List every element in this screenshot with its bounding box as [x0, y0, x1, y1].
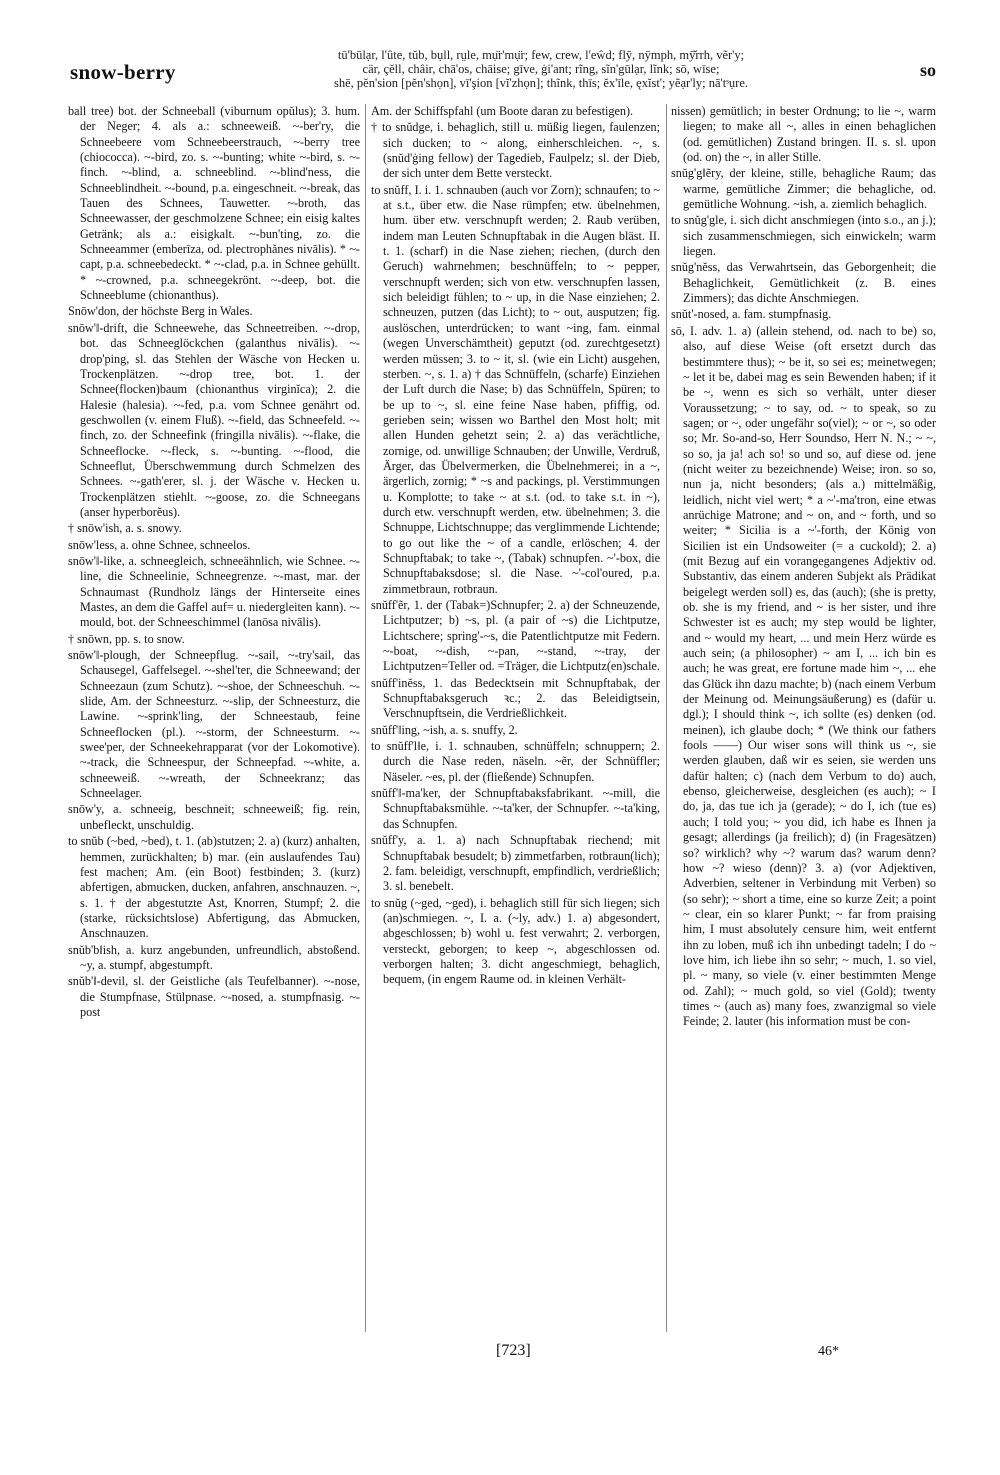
- dictionary-entry: † snōw'ish, a. s. snowy.: [68, 521, 182, 536]
- signature-mark: 46*: [818, 1344, 839, 1359]
- dictionary-entry: snōw'‖-like, a. schneegleich, schneeähnlich, wie Schnee. ~-line, die Schneelinie, Schneegrenze. ~-mast, mar. der Schnaumast (Rundholz längs der Hinterseite eines Mastes, an dem die Gaffel auf= u. niedergleiten kann). ~-mould, bot. der Schneeschimmel (lanōsa nivālis).: [68, 553, 360, 630]
- pronunciation-key-line: tū'būlạr, l'ûte, tŭb, bụll, rṳle, mụ̈r'mụ̈r; few, crew, l'eŵd; flȳ, nȳmph, mȳ̆rrh, vẽr'y;: [337, 48, 745, 62]
- column-divider: [365, 104, 366, 1332]
- guide-word-right: so: [919, 60, 936, 80]
- dictionary-entry: snŭff'ẽr, 1. der (Tabak=)Schnupfer; 2. a) der Schneuzende, Lichtputzer; b) ~s, pl. (a pair of ~s) die Lichtputze, Lichtschere; spring'-~s, die Patentlichtputze mit Federn. ~-boat, ~-dish, ~-pan, ~-stand, ~-tray, der Lichtputzen=Teller od. =Träger, die Lichtputz(en)schale.: [371, 598, 660, 674]
- dictionary-entry: Snōw'don, der höchste Berg in Wales.: [68, 304, 253, 319]
- column-left: [68, 104, 360, 1021]
- dictionary-entry: snŭb'‖-devil, sl. der Geistliche (als Teufelbanner). ~-nose, die Stumpfnase, Stülpnase. ~-nosed, a. stumpfnasig. ~-post: [68, 974, 360, 1019]
- guide-word-left: snow-berry: [70, 60, 176, 84]
- dictionary-entry: snŭff'‖ing, ~ish, a. s. snuffy, 2.: [371, 722, 518, 737]
- dictionary-entry: snŭff'‖-ma'ker, der Schnupftabaksfabrikant. ~-mill, die Schnupftabaksmühle. ~-ta'ker, der Schnupfer. ~-ta'king, das Schnupfen.: [371, 786, 660, 831]
- dictionary-entry: snŭff'inĕss, 1. das Bedecktsein mit Schnupftabak, der Schnupftabaksgeruch ꝛc.; 2. das Beleidigtsein, Verschnupftsein, die Verdrießlichkeit.: [371, 675, 660, 721]
- dictionary-entry: nissen) gemütlich; in bester Ordnung; to lie ~, warm liegen; to make all ~, alles in einen behaglichen (od. gemütlichen) Zustand bringen. II. s. sl. upon (od. on) the ~, in aller Stille.: [671, 104, 936, 165]
- page-number: [723]: [496, 1342, 531, 1359]
- dictionary-entry: snŭg'nĕss, das Verwahrtsein, das Geborgenheit; die Behaglichkeit, Gemütlichkeit (z. B. eines Zimmers); das dichte Anschmiegen.: [671, 260, 936, 306]
- dictionary-entry: to snŭg (~ged, ~ged), i. behaglich still für sich liegen; sich (an)schmiegen. ~, I. a. (~ly, adv.) 1. a) abgesondert, abgeschlossen; b) wohl u. fest verwahrt; 2. verborgen, versteckt, geborgen; to keep ~, abgeschlossen od. verborgen halten; 3. dicht angeschmiegt, behaglich, bequem, (in engem Raume od. in kleinen Verhält-: [371, 895, 660, 987]
- dictionary-entry: † snōwn, pp. s. to snow.: [68, 631, 185, 646]
- column-middle: [371, 104, 660, 989]
- dictionary-entry: snŭff'y, a. 1. a) nach Schnupftabak riechend; mit Schnupftabak besudelt; b) zimmetfarben, rotbraun(lich); 2. fam. beleidigt, verschnupft, empfindlich, verdrießlich; 3. sl. benebelt.: [371, 833, 660, 894]
- pronunciation-key-line: shē, pĕn'sion [pĕn'shọn], vī'şion [vĭ'zhọn]; thĩnk, thīs; ĕx'īle, ęxĭst'; yẽạr'ly; nā'tˢụre.: [333, 76, 748, 90]
- dictionary-entry: ball tree) bot. der Schneeball (viburnum opŭlus); 3. hum. der Neger; 4. als a.: schneeweiß. ~-ber'ry, die Schneebeere vom Schneebeerstrauch, ~-berry tree (chiococca). ~-bird, zo. s. ~-bunting; white ~-bird, s. ~-finch. ~-blind, a. schneeblind. ~-blind'ness, die Schneeblindheit. ~-bound, p.a. eingeschneit. ~-break, das Tauen des Schnees, Tauwetter. ~-broth, das Schneewasser, der geschmolzene Schnee; ein eisig kaltes Getränk; als a.: eisigkalt. ~-bun'ting, zo. die Schneeammer (emberīza, od. plectrophănes nivālis). * ~-capt, p.a. schneebedeckt. * ~-clad, p.a. in Schnee gehüllt. * ~-crowned, p.a. schneegekrönt. ~-deep, bot. die Schneeblume (chionanthus).: [68, 104, 360, 303]
- column-right: [671, 104, 936, 1031]
- dictionary-entry: snŭt'-nosed, a. fam. stumpfnasig.: [671, 307, 832, 322]
- column-divider: [666, 104, 667, 1332]
- dictionary-entry: to snŭg'gle, i. sich dicht anschmiegen (into s.o., an j.); sich zusammenschmiegen, sich einwickeln; warm liegen.: [671, 213, 936, 259]
- pronunciation-key-line: cär, çĕll, châir, chā'os, chāise; gīve, ġi'ant; rĩng, sĩn'gūlạr, lĩnk; sō, wīse;: [362, 62, 720, 76]
- dictionary-entry: Am. der Schiffspfahl (um Boote daran zu befestigen).: [371, 104, 634, 118]
- dictionary-entry: to snŭff'l‖e, i. 1. schnauben, schnüffeln; schnuppern; 2. durch die Nase reden, näseln. ~ẽr, der Schnüffler; Näseler. ~es, pl. der (fließende) Schnupfen.: [371, 739, 660, 784]
- dictionary-entry: snōw'less, a. ohne Schnee, schneelos.: [68, 537, 251, 552]
- dictionary-entry: snōw'‖-drift, die Schneewehe, das Schneetreiben. ~-drop, bot. das Schneeglöckchen (galanthus nivālis). ~-drop'ping, sl. das Stehlen der Wäsche von Hecken u. Trockenplätzen. ~-drop tree, bot. 1. der Schnee(flocken)baum (chionanthus virginĭca); 2. die Halesie (halesia). ~-fed, p.a. vom Schnee genährt od. geschwollen (v. einem Fluß). ~-field, das Schneefeld. ~-finch, zo. der Schneefink (fringilla nivālis). ~-flake, die Schneeflocke. ~-fleck, s. ~-bunting. ~-flood, die Schneeflut, Überschwemmung durch Schmelzen des Schnees. ~-gath'erer, sl. j. der Wäsche v. Hecken u. Trockenplätzen stiehlt. ~-goose, zo. die Schneegans (anser hyperborĕus).: [68, 320, 360, 519]
- page-header: [70, 48, 936, 90]
- dictionary-entry: snŭg'g‖ẽry, der kleine, stille, behagliche Raum; das warme, gemütliche Zimmer; die behagliche, od. gemütliche Wohnung. ~ish, a. ziemlich behaglich.: [671, 166, 936, 212]
- dictionary-entry: to snŭff, I. i. 1. schnauben (auch vor Zorn); schnaufen; to ~ at s.t., über etw. die Nase rümpfen; etw. übelnehmen, hum. über etw. verschnupft werden; 2. Raub verüben, indem man Leuten Schnupftabak in die Augen bläst. II. t. 1. (scharf) in die Nase ziehen; riechen, (durch den Geruch) wahrnehmen; beschnüffeln; to ~ pepper, verschnupft werden; sich von etw. verschnupfen lassen, sich beleidigt fühlen; to ~ up, in die Nase einziehen; 2. schneuzen, putzen (das Licht); to ~ out, ausputzen; fig. auslöschen, unterdrücken; to want ~ing, fam. einmal (wegen Unverschämtheit) geputzt (od. zurechtgesetzt) werden müssen; 3. to ~ it, sl. (wie ein Licht) ausgehen, sterben. ~, s. 1. a) † das Schnüffeln, (scharfe) Einziehen der Luft durch die Nase; b) das Schnüffeln, Spüren; to be up to ~, sl. eine feine Nase haben, pfiffig, od. gerieben sein; wissen wo Barthel den Most holt; mit allen Hunden gehetzt sein; 2. a) das verächtliche, zornige, od. unwillige Schnauben; der Unwille, Verdruß, Ärger, das Übelvermerken, die Übelnehmerei; in a ~, ärgerlich, zornig; * ~s and packings, pl. Verstimmungen u. Komplotte; to take ~ at s.t. (od. to take s.t. in ~), durch etw. verschnupft werden, etw. übelnehmen; 3. die Schnuppe, Lichtschnuppe; das verglimmende Lichtende; to go out like the ~ of a candle, erlöschen; 4. der Schnupftabak; to take ~, (Tabak) schnupfen. ~'-box, die Schnupftabaksdose; sl. die Nase. ~'-col'oured, p.a. zimmetbraun, rotbraun.: [371, 182, 660, 596]
- dictionary-entry: snōw'‖-plough, der Schneepflug. ~-sail, ~-try'sail, das Schausegel, Gaffelsegel. ~-shel'ter, die Schneewand; der Schneezaun (zum Schutz). ~-shoe, der Schneeschuh. ~-slide, Am. der Schneesturz. ~-slip, der Schneesturz, die Lawine. ~-sprink'ling, der Schneestaub, feine Schneeflocken (pl.). ~-storm, der Schneesturm. ~-swee'per, der Schneekehrapparat (vor der Lokomotive). ~-track, die Schneespur, der Schneepfad. ~-white, a. schneeweiß. ~-wreath, der Schneekranz; das Schneelager.: [68, 648, 360, 801]
- dictionary-entry: snōw'y, a. schneeig, beschneit; schneeweiß; fig. rein, unbefleckt, unschuldig.: [68, 802, 360, 832]
- pronunciation-key: [230, 48, 852, 90]
- dictionary-entry: sō, I. adv. 1. a) (allein stehend, od. nach to be) so, also, auf diese Weise (oft ersetzt durch das bestimmtere thus); ~ be it, so sei es; meinetwegen; ~ let it be, dabei mag es sein Bewenden haben; if it be ~, wenn es sich so verhält, unter dieser Voraussetzung; ~ to say, od. ~ to speak, so zu sagen; or ~, oder ungefähr so(viel); ~ or ~, so oder so; Mr. So-and-so, Herr Soundso, Herr N. N.; ~ ~, so so, ja ja! ach so! so und so, auf diese od. jene (nicht weiter zu bezeichnende) Weise; iron. so so, nun ja, nicht besonders; (als a.) mittelmäßig, leidlich, nicht viel wert; * a ~'-ma'tron, eine etwas anrüchige Matrone; and ~ on, and ~ forth, und so weiter; * Sicilia is a ~'-forth, der König von Sicilien ist ein Undsoweiter (= a cuckold); 2. a) (mit Bezug auf ein vorangegangenes Adjektiv od. Substantiv, das einem anderen Subjekt als Prädikat beigelegt werden soll) es, das (auch); (she is pretty, ob. she is my friend, and ~ is her sister, und ihre Schwester ist es auch; my step would be lighter, and ~ would my heart, ... und mein Herz würde es auch sein; (a philosopher) ~ am I, ... ich bin es auch; he was great, ere fortune made him ~, ... ehe das Glück ihn dazu machte; b) (nach einem Verbum der Meinung od. Meinungsäußerung) es (dafür u. dgl.); I should think ~, ich sollte (es) denken (od. meinen), ich glaube doch; * (We think our fathers fools ——) Our wiser sons will think us ~, sie werden glauben, daß wir es seien, sie werden uns dafür halten; c) (nach dem Verbum to do) auch, ebenso, gleicherweise, desgleichen (es auch); ~ I do, ja, das tue ich ja (gerade); ~ do I, ich (tue es) auch; I told you; ~ you did, ich habe es Ihnen ja gesagt; allerdings (ja freilich); d) (in Fragesätzen) so? wirklich? why ~? warum das? warum denn? how ~? wieso (denn)? 3. a) (vor Adjektiven, Adverbien, seltener in Verbindung mit Verben) so (so sehr); ~ short a time, eine so kurze Zeit; a point ~ clear, ein so klarer Punkt; ~ far from praising him, I must absolutely censure him, weit entfernt ihn zu loben, muß ich ihn unbedingt tadeln; I do ~ love him, ich liebe ihn so sehr; ~ much, 1. so viel, pl. ~ many, so viele (v. einer bestimmten Menge od. Zahl); ~ much gold, so viel (Gold); twenty times ~ (auch as) many foes, zwanzigmal so viele Feinde; 2. lauter (his information must be con-: [671, 323, 936, 1029]
- dictionary-entry: to snŭb (~bed, ~bed), t. 1. (ab)stutzen; 2. a) (kurz) anhalten, hemmen, zurückhalten; b) mar. (ein auslaufendes Tau) fest machen; Am. (ein Boot) festbinden; 3. (kurz) abfertigen, abmucken, ducken, anfahren, anschnauzen. ~, s. 1. † der abgestutzte Ast, Knorren, Stumpf; 2. die (starke, rücksichtslose) Abfertigung, das Abmucken, Anschnauzen.: [68, 834, 360, 941]
- dictionary-entry: snŭb'b‖ish, a. kurz angebunden, unfreundlich, abstoßend. ~y, a. stumpf, abgestumpft.: [68, 942, 360, 972]
- dictionary-entry: † to snŭdge, i. behaglich, still u. müßig liegen, faulenzen; sich ducken; to ~ along, einherschleichen. ~, s. (snŭd'ġing fellow) der Tagedieb, Faulpelz; sl. der Dieb, der sich unter dem Bette versteckt.: [371, 120, 660, 181]
